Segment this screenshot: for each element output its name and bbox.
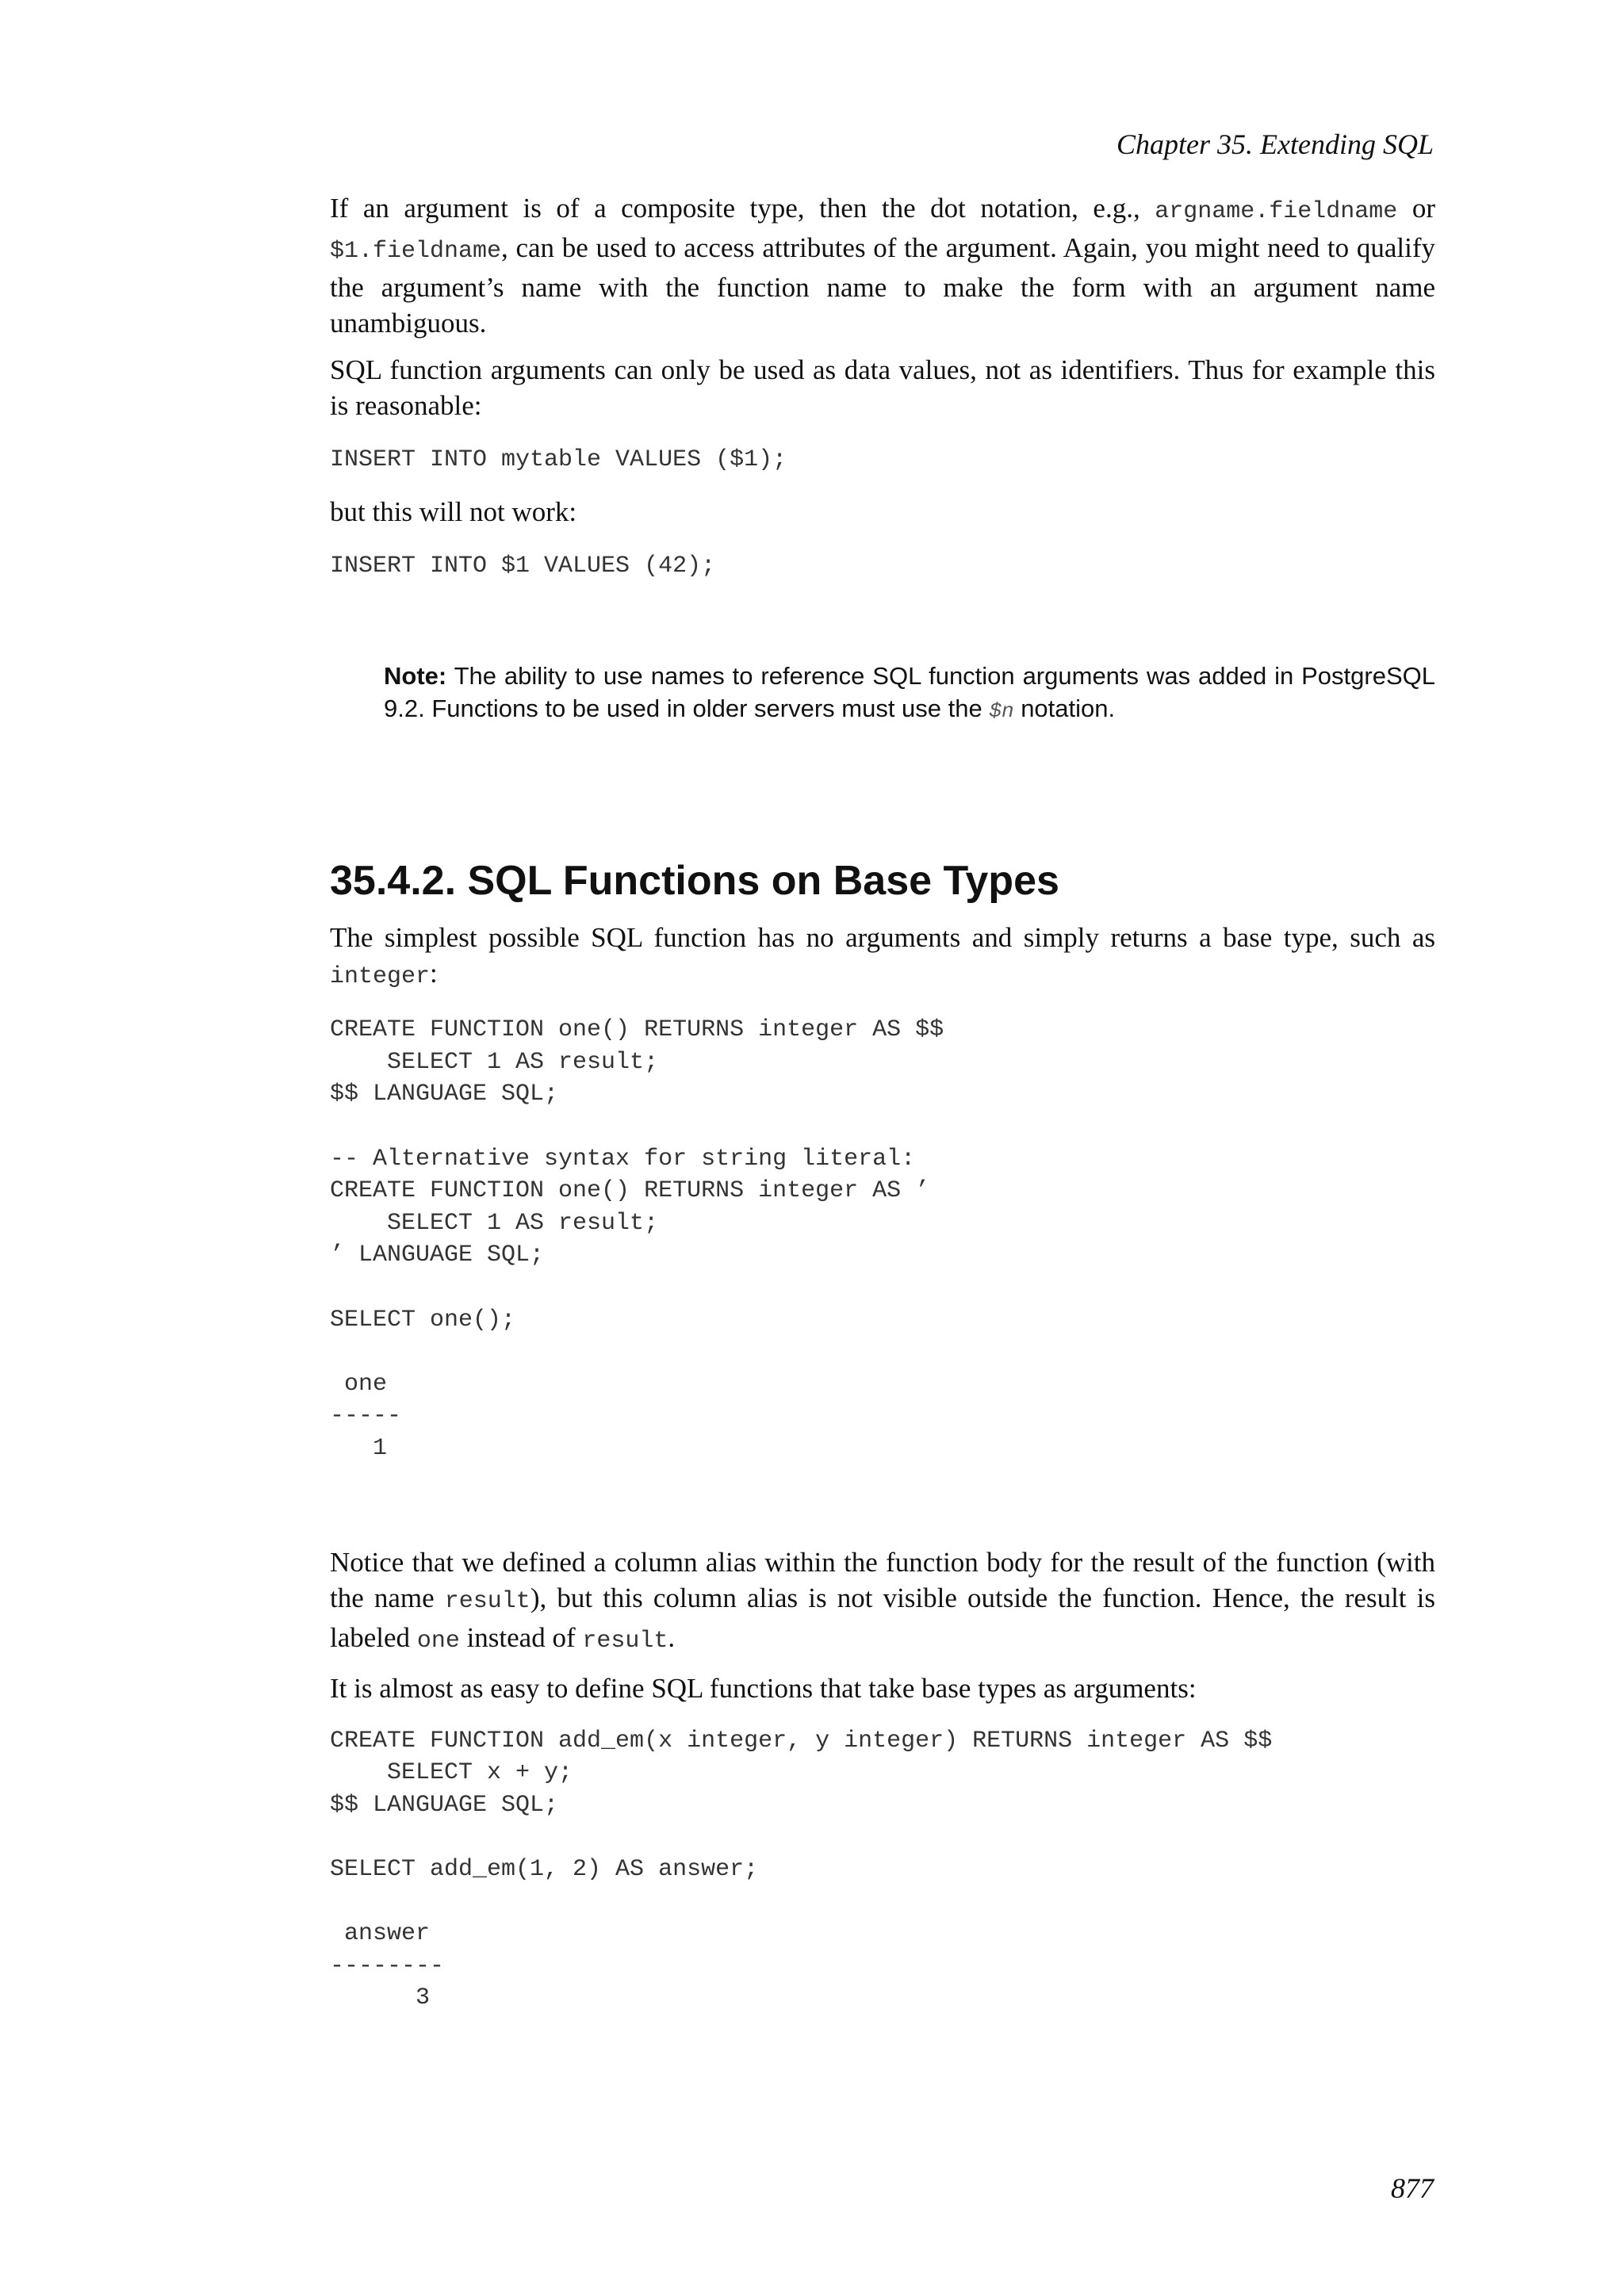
section-heading: 35.4.2. SQL Functions on Base Types — [330, 858, 1059, 905]
page-content — [330, 190, 1435, 2015]
inline-code: result — [444, 1587, 530, 1615]
paragraph-column-alias: Notice that we defined a column alias within the function body for the result of the function (with the name result), but this column alias is not visible outside the function. Hence, the result is labeled one instead of result. — [330, 1546, 1435, 1655]
inline-code: integer — [330, 963, 431, 991]
paragraph-data-values: SQL function arguments can only be used as data values, not as identifiers. Thus for example this is reasonable: — [330, 354, 1435, 421]
page-number: 877 — [1391, 2172, 1434, 2204]
code-block-insert-bad: INSERT INTO $1 VALUES (42); — [330, 552, 716, 580]
inline-code: $1.fieldname — [330, 238, 502, 265]
note-box: Note: The ability to use names to reference SQL function arguments was added in PostgreSQL 9.2. Functions to be used in older servers must use the $n notation. — [384, 662, 1435, 724]
inline-code: result — [582, 1627, 668, 1655]
paragraph-not-work: but this will not work: — [330, 496, 577, 527]
paragraph-simplest-function: The simplest possible SQL function has no arguments and simply returns a base type, such as integer: — [330, 922, 1435, 991]
inline-code: one — [416, 1627, 460, 1655]
inline-code: $n — [989, 699, 1014, 724]
running-header: Chapter 35. Extending SQL — [1116, 128, 1434, 160]
paragraph-composite-args: If an argument is of a composite type, then the dot notation, e.g., argname.fieldname or $1.fieldname, can be used to access attributes of the argument. Again, you might need to qualify the argument’s name with the function name to make the form with an argument name unambiguous. — [330, 193, 1436, 339]
code-block-insert-ok: INSERT INTO mytable VALUES ($1); — [330, 446, 787, 473]
code-block-add-em-function: CREATE FUNCTION add_em(x integer, y integer) RETURNS integer AS $$ SELECT x + y; $$ LANGUAGE SQL; SELECT add_em(1, 2) AS answer; answer -------- 3 — [330, 1727, 1273, 2012]
paragraph-base-type-args: It is almost as easy to define SQL functions that take base types as arguments: — [330, 1672, 1197, 1704]
inline-code: argname.fieldname — [1155, 198, 1398, 225]
code-block-one-function: CREATE FUNCTION one() RETURNS integer AS $$ SELECT 1 AS result; $$ LANGUAGE SQL; -- Alternative syntax for string literal: CREATE FUNCTION one() RETURNS integer AS ’ SELECT 1 AS result; ’ LANGUAGE SQL; SELECT one(); one ----- 1 — [330, 1016, 944, 1462]
note-label: Note: — [384, 662, 447, 691]
